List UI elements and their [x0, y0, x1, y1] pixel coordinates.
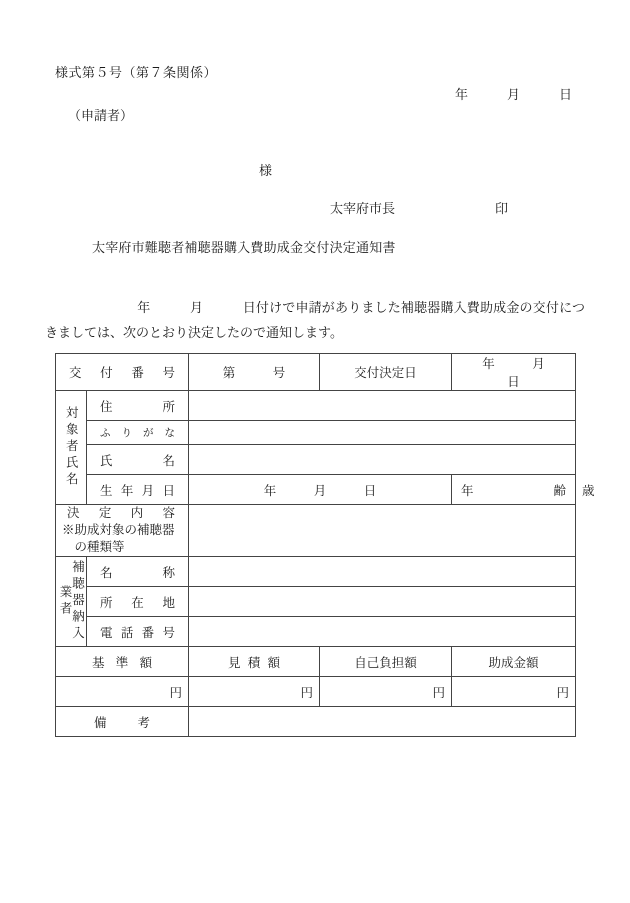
supplier-side-label	[56, 557, 87, 647]
remarks-label	[56, 707, 189, 737]
decision-content-value[interactable]	[189, 505, 576, 557]
address-label	[87, 391, 189, 421]
estimate-amount-value[interactable]: 円	[189, 677, 320, 707]
label-char: 番	[141, 625, 155, 640]
label-char: 所	[162, 399, 175, 414]
label-char: 日	[162, 483, 175, 498]
label-char: 月	[141, 483, 155, 498]
supplier-phone-label	[87, 617, 189, 647]
label-char: り	[121, 428, 132, 439]
label-char: 号	[162, 366, 175, 380]
subsidy-amount-value[interactable]: 円	[452, 677, 576, 707]
label-char: 電	[100, 625, 113, 640]
label-char: 齢	[553, 483, 566, 498]
self-payment-label: 自己負担額	[320, 647, 452, 677]
address-value[interactable]	[189, 391, 576, 421]
table-row-name	[56, 445, 576, 475]
name-value[interactable]	[189, 445, 576, 475]
grant-number-label	[56, 354, 189, 391]
table-row-birthdate: 生 年 月 日 年 月 日 年 齢 歳	[56, 475, 576, 505]
label-char: 年	[120, 483, 134, 498]
addressee-honorific: 様	[259, 163, 273, 178]
table-row-furigana	[56, 421, 576, 445]
label-char: ふ	[100, 428, 111, 439]
standard-amount-label	[56, 647, 189, 677]
form-number: 様式第５号（第７条関係）	[55, 65, 218, 80]
body-paragraph: 年 月 日付けで申請がありました補聴器購入費助成金の交付につきましては、次のとおり決定したので通知します。	[45, 300, 585, 340]
label-char: 備	[94, 715, 107, 730]
decision-content-label	[56, 505, 189, 557]
grant-number-value[interactable]: 第 号	[189, 354, 320, 391]
subsidy-amount-label: 助成金額	[452, 647, 576, 677]
label-char: 名	[162, 453, 175, 468]
name-label	[87, 445, 189, 475]
supplier-side-label-text: 補聴器納入業者	[58, 560, 85, 643]
table-row-decision-content	[56, 505, 576, 557]
birthdate-value[interactable]: 年 月 日	[189, 475, 452, 505]
issuer-name: 太宰府市長	[330, 201, 396, 216]
recipient-side-label-text: 対象者氏名	[64, 406, 79, 489]
label-char: 称	[162, 565, 175, 580]
standard-amount-value[interactable]: 円	[56, 677, 189, 707]
table-row-amount-values	[56, 677, 576, 707]
decision-date-label: 交付決定日	[320, 354, 452, 391]
supplier-name-label	[87, 557, 189, 587]
label-char: 定	[98, 506, 112, 520]
decision-date-value[interactable]: 年 月 日	[452, 354, 576, 391]
label-char: 生	[100, 483, 113, 498]
table-row-supplier-name	[56, 557, 576, 587]
label-char: 準	[115, 655, 129, 670]
label-char: 決	[67, 506, 80, 520]
supplier-name-value[interactable]	[189, 557, 576, 587]
label-char: 額	[139, 655, 152, 670]
applicant-label: （申請者）	[68, 108, 134, 123]
decision-note-line2: の種類等	[62, 540, 125, 554]
supplier-address-value[interactable]	[189, 587, 576, 617]
table-row-supplier-phone	[56, 617, 576, 647]
label-char: 号	[162, 625, 175, 640]
recipient-side-label	[56, 391, 87, 505]
table-row-amount-headers	[56, 647, 576, 677]
decision-details-table	[55, 353, 595, 737]
label-char: 積	[247, 655, 261, 670]
supplier-address-label	[87, 587, 189, 617]
label-char: 考	[137, 715, 150, 730]
table-row-address	[56, 391, 576, 421]
furigana-label	[87, 421, 189, 445]
issue-date-placeholder: 年 月 日	[455, 87, 573, 102]
label-char: 交	[69, 366, 82, 380]
label-char: 額	[267, 655, 280, 670]
table-row-grant-number	[56, 354, 576, 391]
label-char: 番	[131, 366, 144, 380]
estimate-amount-label	[189, 647, 320, 677]
label-char: 容	[162, 506, 175, 520]
label-char: が	[143, 428, 154, 439]
age-label	[452, 475, 576, 505]
label-char: 在	[131, 595, 144, 610]
label-char: 地	[162, 595, 175, 610]
seal-icon: 印	[495, 201, 509, 216]
table-row-supplier-address	[56, 587, 576, 617]
label-char: 内	[130, 506, 144, 520]
label-char: 付	[100, 366, 113, 380]
label-char: な	[164, 428, 175, 439]
table-row-remarks	[56, 707, 576, 737]
label-char: 氏	[100, 453, 113, 468]
decision-note-line1: ※助成対象の補聴器	[62, 523, 175, 537]
birthdate-label	[87, 475, 189, 505]
label-char: 名	[100, 565, 113, 580]
label-char: 所	[100, 595, 113, 610]
label-char: 年	[461, 483, 474, 498]
label-char: 話	[120, 625, 134, 640]
label-char: 基	[92, 655, 105, 670]
label-char: 見	[228, 655, 241, 670]
document-title: 太宰府市難聴者補聴器購入費助成金交付決定通知書	[92, 240, 396, 255]
self-payment-value[interactable]: 円	[320, 677, 452, 707]
label-char: 住	[100, 399, 113, 414]
supplier-phone-value[interactable]	[189, 617, 576, 647]
furigana-value[interactable]	[189, 421, 576, 445]
remarks-value[interactable]	[189, 707, 576, 737]
